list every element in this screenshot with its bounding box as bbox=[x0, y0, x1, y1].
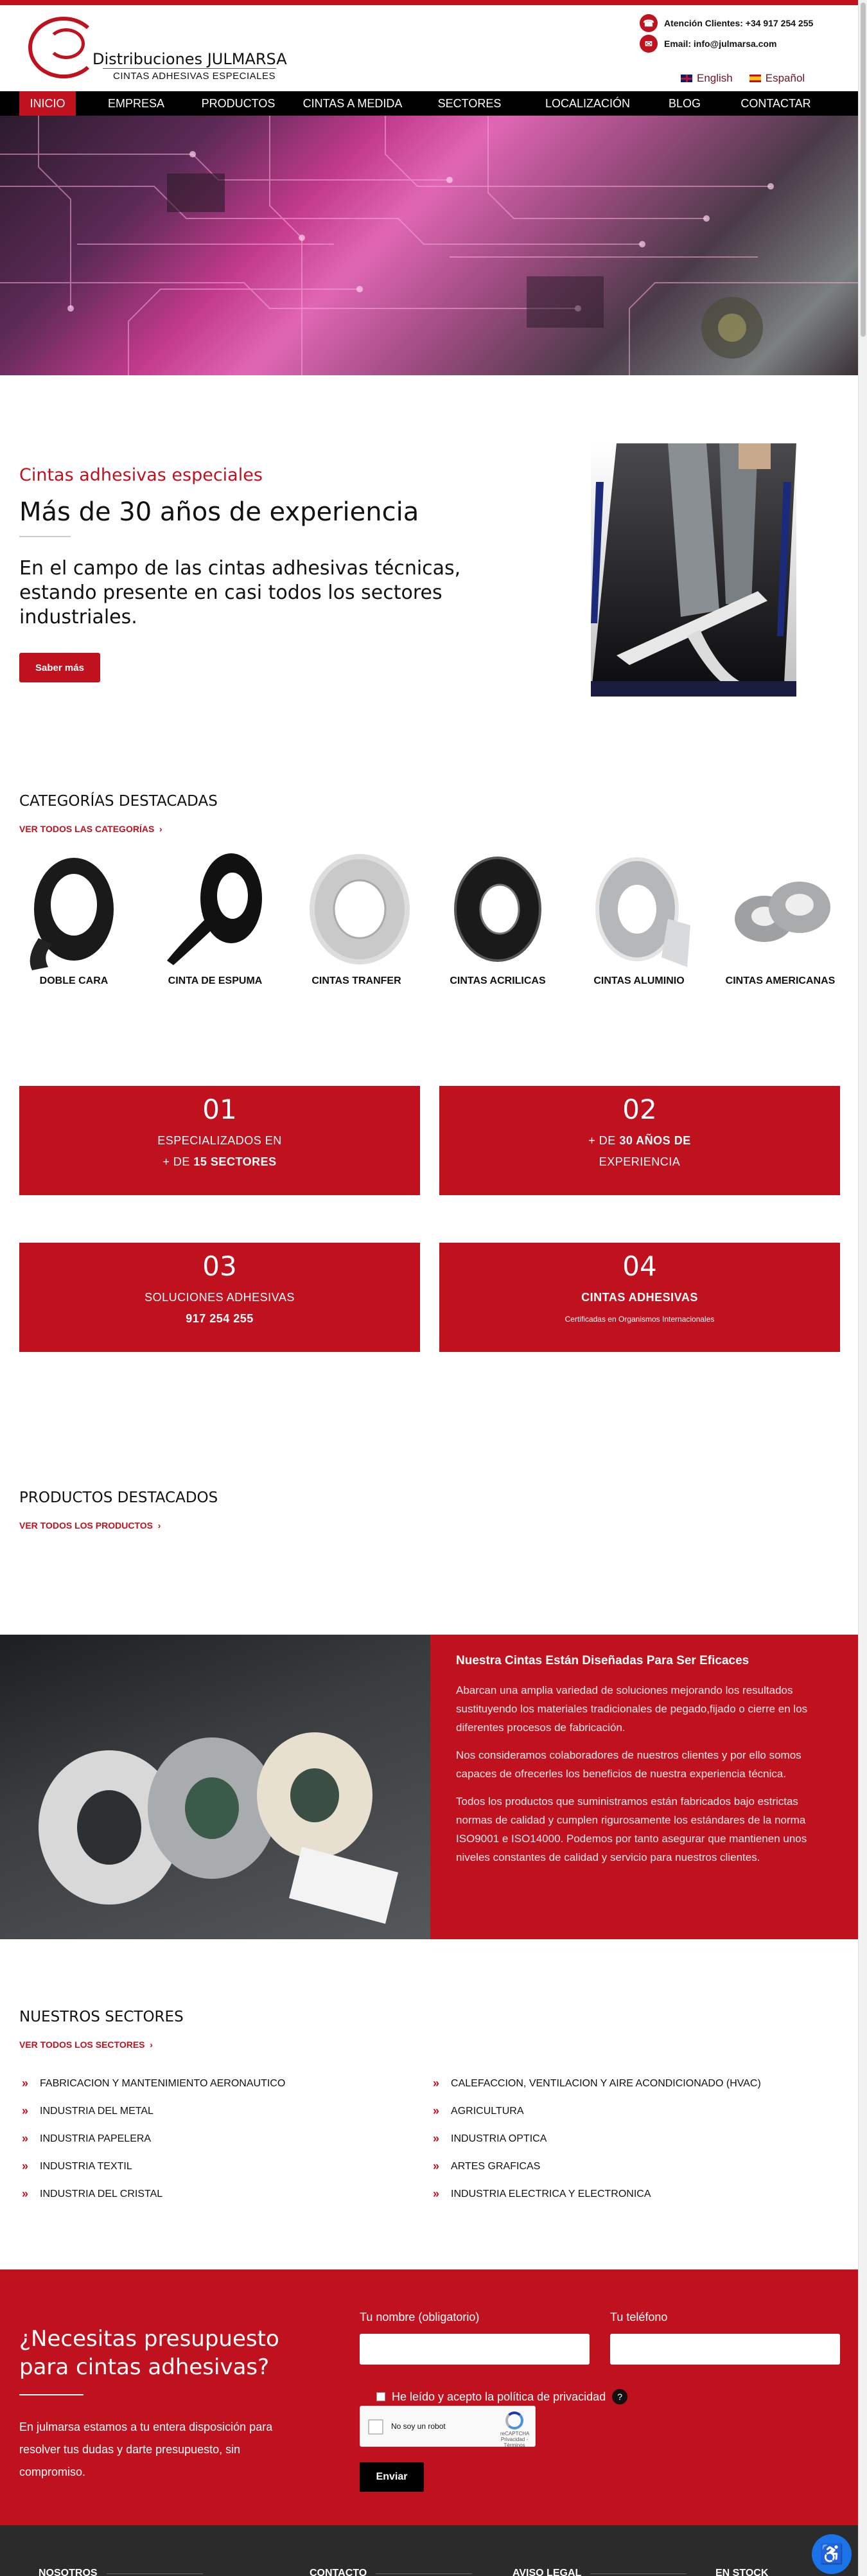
category-image bbox=[295, 848, 417, 970]
sector-item[interactable]: » ARTES GRAFICAS bbox=[433, 2160, 541, 2172]
tape-photo bbox=[591, 443, 796, 697]
quote-divider bbox=[19, 2394, 83, 2395]
recaptcha-icon bbox=[505, 2412, 523, 2429]
privacy-consent bbox=[376, 2389, 627, 2404]
products-link[interactable]: VER TODOS LOS PRODUCTOS › bbox=[19, 1520, 161, 1531]
feature-paragraph: Abarcan una amplia variedad de soluciones mejorando los resultados sustituyendo los materiales tradicionales de pegado,fijado o cierre en los diferentes procesos de fabricación. bbox=[456, 1684, 808, 1734]
brand-name: Distribuciones JULMARSA bbox=[92, 50, 287, 68]
footer-divider bbox=[376, 2573, 472, 2574]
scrollbar-thumb[interactable] bbox=[861, 3, 866, 337]
stat-line: + DE 30 AÑOS DE bbox=[588, 1134, 691, 1147]
category-cintas-americanas[interactable] bbox=[719, 848, 841, 987]
category-image bbox=[437, 848, 559, 970]
stat-box-2 bbox=[439, 1086, 840, 1195]
recaptcha-widget bbox=[360, 2406, 536, 2447]
category-label: CINTAS ACRILICAS bbox=[450, 975, 546, 986]
stat-line: CINTAS ADHESIVAS bbox=[581, 1291, 698, 1304]
categories-link[interactable]: VER TODOS LAS CATEGORÍAS › bbox=[19, 824, 162, 834]
nav-inicio[interactable]: INICIO bbox=[19, 91, 76, 116]
category-cintas-aluminio[interactable] bbox=[578, 848, 700, 987]
email-text: Email: info@julmarsa.com bbox=[664, 39, 777, 49]
footer-col-aviso-legal: AVISO LEGAL bbox=[512, 2568, 687, 2576]
email-contact[interactable] bbox=[640, 35, 776, 53]
chevron-right-icon: › bbox=[155, 1520, 161, 1531]
category-label: CINTAS ALUMINIO bbox=[593, 975, 685, 986]
double-chevron-icon: » bbox=[22, 2187, 29, 2200]
double-chevron-icon: » bbox=[433, 2104, 440, 2117]
stat-line: + DE 15 SECTORES bbox=[162, 1155, 277, 1168]
category-image bbox=[578, 848, 700, 970]
circuit-board-image bbox=[0, 116, 858, 375]
intro-title: Más de 30 años de experiencia bbox=[19, 497, 419, 527]
nav-localizacion[interactable]: LOCALIZACIÓN bbox=[545, 96, 631, 110]
footer-col-contacto: CONTACTO bbox=[310, 2568, 472, 2576]
stat-box-4 bbox=[439, 1243, 840, 1352]
nav-contactar[interactable]: CONTACTAR bbox=[740, 96, 811, 110]
main-nav bbox=[0, 91, 858, 116]
sector-item[interactable]: » INDUSTRIA OPTICA bbox=[433, 2132, 547, 2145]
recaptcha-label: No soy un robot bbox=[391, 2422, 446, 2431]
nav-sectores[interactable]: SECTORES bbox=[437, 96, 502, 110]
recaptcha-links[interactable]: Privacidad - Términos bbox=[500, 2437, 529, 2448]
categories-title: CATEGORÍAS DESTACADAS bbox=[19, 793, 218, 810]
phone-icon: ☎ bbox=[640, 14, 658, 32]
feature-title: Nuestra Cintas Están Diseñadas Para Ser Eficaces bbox=[456, 1654, 749, 1667]
category-label: CINTAS AMERICANAS bbox=[725, 975, 836, 986]
category-cinta-de-espuma[interactable] bbox=[154, 848, 276, 987]
stat-number: 01 bbox=[202, 1094, 237, 1125]
language-switcher bbox=[681, 72, 805, 85]
duct-tape-rolls bbox=[719, 848, 841, 970]
recaptcha-logo: reCAPTCHA Privacidad - Términos bbox=[500, 2412, 529, 2448]
name-input[interactable] bbox=[360, 2334, 590, 2365]
category-image bbox=[13, 848, 135, 970]
nav-blog[interactable]: BLOG bbox=[668, 96, 701, 110]
double-chevron-icon: » bbox=[433, 2187, 440, 2200]
sectors-title: NUESTROS SECTORES bbox=[19, 2009, 184, 2025]
sectors-link[interactable]: VER TODOS LOS SECTORES › bbox=[19, 2039, 153, 2050]
feature-panel bbox=[430, 1635, 858, 1939]
stat-line: SOLUCIONES ADHESIVAS bbox=[144, 1291, 295, 1304]
sector-item[interactable]: » INDUSTRIA DEL CRISTAL bbox=[22, 2187, 163, 2200]
phone-label: Tu teléfono bbox=[610, 2311, 668, 2323]
double-chevron-icon: » bbox=[433, 2132, 440, 2145]
aluminium-tape-roll bbox=[578, 848, 700, 970]
tape-application-image bbox=[591, 443, 796, 697]
recaptcha-checkbox[interactable] bbox=[368, 2419, 383, 2435]
footer-divider bbox=[107, 2573, 203, 2574]
tape-rolls-photo bbox=[0, 1635, 430, 1939]
nav-empresa[interactable]: EMPRESA bbox=[107, 96, 165, 110]
acrylic-tape-roll bbox=[437, 848, 559, 970]
double-chevron-icon: » bbox=[22, 2077, 29, 2090]
category-label: CINTAS TRANFER bbox=[311, 975, 401, 986]
submit-button[interactable]: Enviar bbox=[360, 2462, 424, 2492]
transfer-tape-roll bbox=[295, 848, 417, 970]
intro-text: En el campo de las cintas adhesivas técnicas, estando presente en casi todos los sectores industriales. bbox=[19, 557, 461, 628]
spain-flag-icon bbox=[749, 75, 761, 82]
products-title: PRODUCTOS DESTACADOS bbox=[19, 1489, 218, 1506]
email-icon: ✉ bbox=[640, 35, 658, 53]
chevron-right-icon: › bbox=[157, 824, 162, 834]
privacy-label: He leído y acepto la política de privacidad bbox=[392, 2390, 606, 2403]
hero-banner bbox=[0, 116, 858, 375]
double-chevron-icon: » bbox=[22, 2132, 29, 2145]
page-scrollbar[interactable] bbox=[858, 0, 867, 2576]
double-chevron-icon: » bbox=[433, 2077, 440, 2090]
stat-number: 03 bbox=[202, 1250, 237, 1282]
stat-number: 02 bbox=[622, 1094, 657, 1125]
black-tape-roll bbox=[13, 848, 135, 970]
stat-box-3 bbox=[19, 1243, 420, 1352]
stat-line: EXPERIENCIA bbox=[599, 1155, 681, 1168]
intro-subtitle: Cintas adhesivas especiales bbox=[19, 465, 263, 485]
intro-divider bbox=[19, 536, 71, 537]
category-image bbox=[719, 848, 841, 970]
sector-item[interactable]: » INDUSTRIA PAPELERA bbox=[22, 2132, 152, 2145]
stat-number: 04 bbox=[622, 1250, 657, 1282]
phone-contact[interactable] bbox=[640, 14, 813, 32]
phone-text: Atención Clientes: +34 917 254 255 bbox=[664, 18, 814, 28]
sector-item[interactable]: » AGRICULTURA bbox=[433, 2104, 524, 2117]
lang-english[interactable]: English bbox=[681, 72, 733, 85]
logo-rule bbox=[103, 68, 276, 69]
lang-spanish[interactable]: Español bbox=[749, 72, 805, 85]
sector-item[interactable]: » FABRICACION Y MANTENIMIENTO AERONAUTICO bbox=[22, 2077, 286, 2090]
footer-col-en-stock: EN STOCK bbox=[715, 2568, 769, 2576]
footer-divider bbox=[590, 2573, 687, 2574]
phone-input[interactable] bbox=[610, 2334, 840, 2365]
name-label: Tu nombre (obligatorio) bbox=[360, 2311, 480, 2323]
category-image bbox=[154, 848, 276, 970]
brand-tagline: CINTAS ADHESIVAS ESPECIALES bbox=[113, 71, 276, 82]
double-chevron-icon: » bbox=[433, 2160, 440, 2172]
category-label: CINTA DE ESPUMA bbox=[168, 975, 263, 986]
nav-cintas-a-medida[interactable]: CINTAS A MEDIDA bbox=[302, 96, 403, 110]
stat-line: 917 254 255 bbox=[186, 1312, 254, 1325]
feature-paragraph: Nos consideramos colaboradores de nuestros clientes y por ello somos capaces de ofrecerles los beneficios de nuestra experiencia técnica. bbox=[456, 1749, 801, 1780]
category-doble-cara[interactable] bbox=[13, 848, 135, 987]
double-chevron-icon: » bbox=[22, 2104, 29, 2117]
chevron-right-icon: › bbox=[147, 2039, 153, 2050]
category-label: DOBLE CARA bbox=[39, 975, 109, 986]
category-cintas-acrilicas[interactable] bbox=[437, 848, 559, 987]
foam-tape-roll bbox=[154, 848, 276, 970]
accessibility-icon[interactable]: ♿ bbox=[812, 2534, 852, 2574]
double-chevron-icon: » bbox=[22, 2160, 29, 2172]
privacy-checkbox[interactable] bbox=[376, 2392, 385, 2401]
tape-rolls-image bbox=[0, 1635, 430, 1939]
nav-productos[interactable]: PRODUCTOS bbox=[201, 96, 276, 110]
brand-logo[interactable] bbox=[26, 14, 287, 85]
site-header bbox=[0, 5, 858, 91]
sector-item[interactable]: » INDUSTRIA DEL METAL bbox=[22, 2104, 153, 2117]
sector-item[interactable]: » CALEFACCION, VENTILACION Y AIRE ACONDICIONADO (HVAC) bbox=[433, 2077, 761, 2090]
uk-flag-icon bbox=[681, 75, 692, 82]
feature-paragraph: Todos los productos que suministramos están fabricados bajo estrictas normas de calidad y cumplen rigurosamente los estándares de la norma ISO9001 e ISO14000. Podemos por tanto asegurar que mantienen unos niveles constantes de calidad y servicio para nuestros clientes. bbox=[456, 1795, 807, 1863]
footer-col-nosotros: NOSOTROS bbox=[39, 2568, 203, 2576]
sector-item[interactable]: » INDUSTRIA ELECTRICA Y ELECTRONICA bbox=[433, 2187, 651, 2200]
stat-small-text: Certificadas en Organismos Internacionales bbox=[565, 1315, 715, 1324]
saber-mas-button[interactable]: Saber más bbox=[19, 653, 100, 682]
sector-item[interactable]: » INDUSTRIA TEXTIL bbox=[22, 2160, 132, 2172]
quote-text: En julmarsa estamos a tu entera disposición para resolver tus dudas y darte presupuesto, sin compromiso. bbox=[19, 2421, 273, 2478]
stat-line: ESPECIALIZADOS EN bbox=[157, 1134, 282, 1147]
top-accent-bar bbox=[0, 0, 858, 5]
help-icon[interactable]: ? bbox=[612, 2389, 627, 2404]
stat-box-1 bbox=[19, 1086, 420, 1195]
category-cintas-tranfer[interactable] bbox=[295, 848, 417, 987]
logo-swirl-inner bbox=[48, 28, 85, 59]
quote-title: ¿Necesitas presupuesto para cintas adhesivas? bbox=[19, 2326, 279, 2380]
